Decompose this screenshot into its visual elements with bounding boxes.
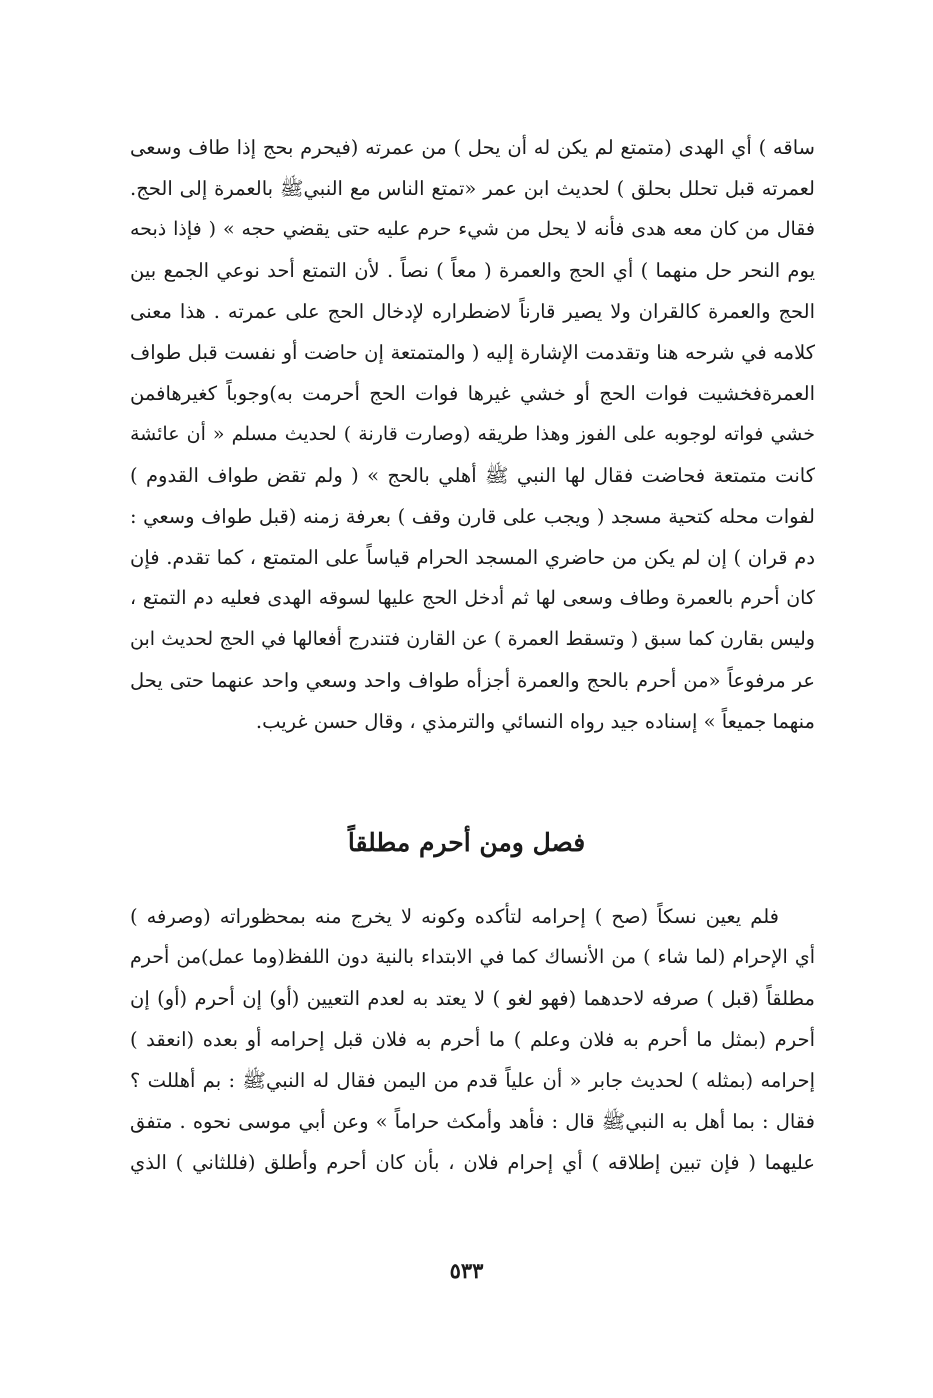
text-line: وليس بقارن كما سبق ( وتسقط العمرة ) عن القارن فتندرج أفعالها في الحج لحديث ابن <box>130 628 815 650</box>
text-line: منهما جميعاً » إسناده جيد رواه النسائي والترمذي ، وقال حسن غريب. <box>255 710 815 733</box>
text-line: مطلقاً (قبل ) صرفه لاحدهما (فهو لغو ) لا يعتد به لعدم التعيين (أو) إن أحرم (أو) إن <box>130 987 815 1010</box>
text-line: فقال : بما أهل به النبيﷺ قال : فأهد وأمكث حراماً » وعن أبي موسى نحوه . متفق <box>130 1110 815 1133</box>
text-line: كانت متمتعة فحاضت فقال لها النبي ﷺ أهلي بالحج » ( ولم تقض طواف القدوم ) <box>130 464 815 487</box>
paragraph-hajj-tamattu <box>130 127 815 742</box>
text-line: ساقه ) أي الهدى (متمتع لم يكن له أن يحل ) من عمرته (فيحرم بحج إذا طاف وسعى <box>130 136 815 159</box>
text-line: خشي فواته لوجوبه على الفوز وهذا طريقه (وصارت قارنة ) لحديث مسلم « أن عائشة <box>130 423 815 445</box>
text-line: كلامه في شرحه هنا وتقدمت الإشارة إليه ( والمتمتعة إن حاضت أو نفست قبل طواف <box>130 341 815 364</box>
text-line: يوم النحر حل منهما ) أي الحج والعمرة ( معاً ) نصاً . لأن التمتع أحد نوعي الجمع بين <box>130 259 815 282</box>
text-line: لعمرته قبل تحلل بحلق ) لحديث ابن عمر «تمتع الناس مع النبيﷺ بالعمرة إلى الحج. <box>130 177 815 200</box>
text-line: أي الإحرام (لما شاء ) من الأنساك كما في الابتداء بالنية دون اللفظ(وما عمل)من أحرم <box>130 946 815 968</box>
text-line: كان أحرم بالعمرة وطاف وسعى لها ثم أدخل الحج عليها لسوقه الهدى فعليه دم التمتع ، <box>130 587 815 609</box>
text-line: عر مرفوعاً «من أحرم بالحج والعمرة أجزأه طواف واحد وسعي واحد عنهما حتى يحل <box>130 669 815 692</box>
text-line: عليهما ( فإن تبين إطلاقه ) أي إحرام فلان ، بأن كان أحرم وأطلق (فللثاني ) الذي <box>130 1151 815 1174</box>
page-number: ٥٣٣ <box>449 1258 484 1283</box>
section-heading: فصل ومن أحرم مطلقاً <box>347 828 586 857</box>
text-line: فقال من كان معه هدى فأنه لا يحل من شيء حرم عليه حتى يقضي حجه » ( فإذا ذبحه <box>130 218 815 240</box>
paragraph-ihram-mutlaq <box>130 896 815 1183</box>
text-line: أحرم (بمثل ما أحرم به فلان وعلم ) ما أحرم به فلان قبل إحرامه أو بعده (انعقد ) <box>130 1028 815 1051</box>
text-line: إحرامه (بمثله ) لحديث جابر « أن علياً قدم من اليمن فقال له النبيﷺ : بم أهللت ؟ <box>130 1069 815 1092</box>
text-line: لفوات محله كتحية مسجد ( ويجب على قارن وقف ) بعرفة زمنه (قبل طواف وسعي : <box>130 505 815 528</box>
text-line: العمرةفخشيت فوات الحج أو خشي غيرها فوات الحج أحرمت به)وجوباً كغيرهافمن <box>130 382 815 405</box>
text-line: الحج والعمرة كالقران ولا يصير قارناً لاضطراره لإدخال الحج على عمرته . هذا معنى <box>130 300 815 323</box>
text-line: فلم يعين نسكاً (صح ) إحرامه لتأكده وكونه لا يخرج منه بمحظوراته (وصرفه ) <box>130 905 779 928</box>
text-line: دم قران ) إن لم يكن من حاضري المسجد الحرام قياساً على المتمتع ، كما تقدم. فإن <box>130 546 815 569</box>
